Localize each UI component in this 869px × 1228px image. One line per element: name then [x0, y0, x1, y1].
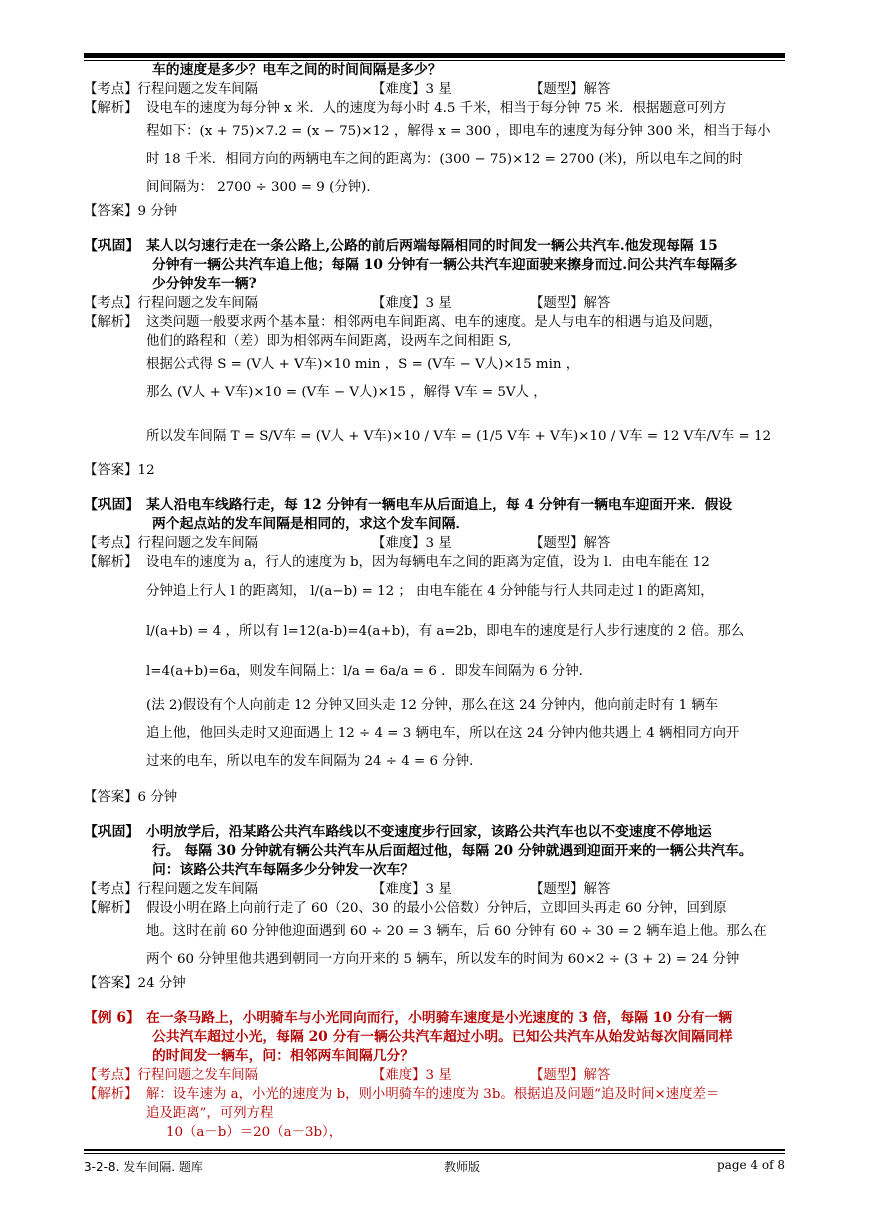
analysis-line: 追及距离”，可列方程	[146, 1106, 274, 1121]
page-content	[84, 61, 786, 1142]
analysis-line: 时 18 千米．相同方向的两辆电车之间的距离为：(300 − 75)×12 = 2700 (米)，所以电车之间的时	[146, 152, 743, 167]
analysis-line: 所以发车间隔 T = S/V车 = (V人 + V车)×10 / V车 = (1/5 V车 + V车)×10 / V车 = 12 V车/V车 = 12	[146, 429, 772, 444]
footer-edition: 教师版	[444, 1160, 481, 1174]
meta-row: 【考点】行程问题之发车间隔 【难度】3 星 【题型】解答	[84, 882, 611, 897]
analysis-line: 【解析】 解：设车速为 a，小光的速度为 b，则小明骑车的速度为 3b。根据追及问题“追及时间×速度差＝	[84, 1087, 720, 1102]
analysis-line: 【解析】 设电车的速度为每分钟 x 米．人的速度为每小时 4.5 千米，相当于每分钟 75 米．根据题意可列方	[84, 101, 727, 116]
footer-rule	[84, 1149, 785, 1151]
question-line: 分钟有一辆公共汽车追上他；每隔 10 分钟有一辆公共汽车迎面驶来擦身而过.问公共汽车每隔多	[152, 257, 738, 273]
footer-rule-thin	[84, 1153, 785, 1154]
footer-page-number: page 4 of 8	[717, 1158, 785, 1172]
analysis-line: 地。这时在前 60 分钟他迎面遇到 60 ÷ 20 = 3 辆车，后 60 分钟有 60 ÷ 30 = 2 辆车追上他。那么在	[146, 924, 767, 939]
answer: 【答案】9 分钟	[84, 204, 178, 219]
analysis-line: 追上他，他回头走时又迎面遇上 12 ÷ 4 = 3 辆电车，所以在这 24 分钟内他共遇上 4 辆相同方向开	[146, 726, 740, 741]
question-block: 【巩固】 某人沿电车线路行走，每 12 分钟有一辆电车从后面追上，每 4 分钟有一辆电车迎面开来．假设	[84, 497, 733, 513]
analysis-line: 程如下：(x + 75)×7.2 = (x − 75)×12 ，解得 x = 300 ，即电车的速度为每分钟 300 米，相当于每小	[146, 124, 771, 139]
analysis-line: 两个 60 分钟里他共遇到朝同一方向开来的 5 辆车，所以发车的时间为 60×2 ÷ (3 + 2) = 24 分钟	[146, 952, 740, 967]
answer: 【答案】24 分钟	[84, 976, 186, 991]
analysis-line: 【解析】 设电车的速度为 a，行人的速度为 b，因为每辆电车之间的距离为定值，设为 l．由电车能在 12	[84, 555, 710, 570]
question-line: 两个起点站的发车间隔是相同的，求这个发车间隔．	[152, 516, 470, 532]
answer: 【答案】12	[84, 463, 155, 478]
example-block: 【例 6】 在一条马路上，小明骑车与小光同向而行，小明骑车速度是小光速度的 3 倍，每隔 10 分有一辆	[84, 1010, 733, 1026]
meta-row: 【考点】行程问题之发车间隔 【难度】3 星 【题型】解答	[84, 536, 611, 551]
answer: 【答案】6 分钟	[84, 790, 178, 805]
analysis-line: l/(a+b) = 4 ，所以有 l=12(a-b)=4(a+b)，有 a=2b，即电车的速度是行人步行速度的 2 倍。那么	[146, 624, 745, 639]
question-line: 的时间发一辆车，问：相邻两车间隔几分？	[152, 1048, 415, 1064]
question-line: 公共汽车超过小光，每隔 20 分有一辆公共汽车超过小明。已知公共汽车从始发站每次间隔同样	[152, 1029, 733, 1045]
analysis-line: 那么 (V人 + V车)×10 = (V车 − V人)×15 ，解得 V车 = 5V人 ，	[146, 385, 547, 400]
question-line: 少分钟发车一辆?	[152, 276, 257, 292]
analysis-line: 分钟追上行人 l 的距离知， l/(a−b) = 12 ； 由电车能在 4 分钟能与行人共同走过 l 的距离知，	[146, 584, 714, 599]
question-line: 问：该路公共汽车每隔多少分钟发一次车？	[152, 862, 415, 878]
analysis-line: l=4(a+b)=6a，则发车间隔上：l/a = 6a/a = 6 ．即发车间隔为 6 分钟．	[146, 664, 593, 679]
question-block: 【巩固】 小明放学后，沿某路公共汽车路线以不变速度步行回家，该路公共汽车也以不变速度不停地运	[84, 824, 712, 840]
footer-source: 3-2-8. 发车间隔. 题库	[84, 1160, 203, 1174]
analysis-line: 10（a－b）＝20（a－3b），	[166, 1125, 343, 1140]
question-tail: 车的速度是多少？电车之间的时间间隔是多少？	[152, 62, 442, 78]
meta-row: 【考点】行程问题之发车间隔 【难度】3 星 【题型】解答	[84, 1068, 611, 1083]
analysis-line: 间间隔为： 2700 ÷ 300 = 9 (分钟)．	[146, 180, 380, 195]
analysis-line: (法 2)假设有个人向前走 12 分钟又回头走 12 分钟，那么在这 24 分钟内，他向前走时有 1 辆车	[146, 698, 719, 713]
analysis-line: 【解析】 假设小明在路上向前行走了 60（20、30 的最小公倍数）分钟后，立即回头再走 60 分钟，回到原	[84, 901, 727, 916]
meta-row: 【考点】行程问题之发车间隔 【难度】3 星 【题型】解答	[84, 296, 611, 311]
analysis-line: 【解析】 这类问题一般要求两个基本量：相邻两电车间距离、电车的速度。是人与电车的相遇与追及问题，	[84, 315, 722, 330]
analysis-line: 过来的电车，所以电车的发车间隔为 24 ÷ 4 = 6 分钟．	[146, 754, 483, 769]
header-rule	[84, 53, 785, 58]
meta-row: 【考点】行程问题之发车间隔 【难度】3 星 【题型】解答	[84, 82, 611, 97]
analysis-line: 根据公式得 S = (V人 + V车)×10 min ，S = (V车 − V人)×15 min ，	[146, 357, 580, 372]
question-block: 【巩固】 某人以匀速行走在一条公路上,公路的前后两端每隔相同的时间发一辆公共汽车.他发现每隔 15	[84, 238, 718, 254]
question-line: 行。 每隔 30 分钟就有辆公共汽车从后面超过他，每隔 20 分钟就遇到迎面开来的一辆公共汽车。	[152, 843, 753, 859]
analysis-line: 他们的路程和（差）即为相邻两车间距离，设两车之间相距 S,	[146, 334, 512, 349]
